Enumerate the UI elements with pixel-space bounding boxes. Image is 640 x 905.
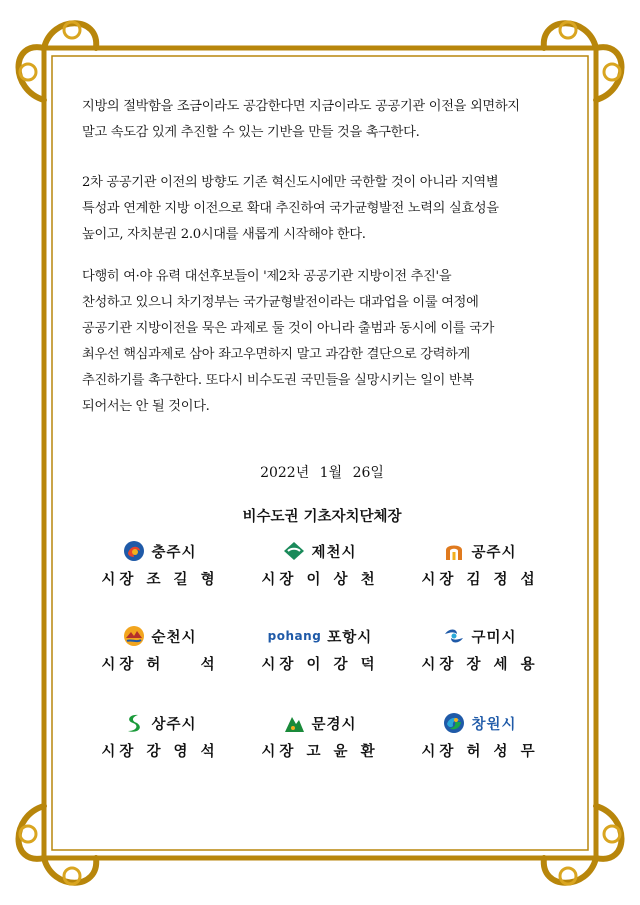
changwon-logo-icon [443, 712, 465, 734]
mayor-block-sangju [90, 710, 230, 761]
paragraph-line: 말고 속도감 있게 추진할 수 있는 기반을 만들 것을 촉구한다. [82, 125, 420, 140]
mayor-block-jecheon [250, 538, 390, 589]
city-name: 문경시 [311, 716, 357, 733]
mayor-name: 시장 강 영 석 [101, 744, 219, 760]
city-name: 공주시 [471, 544, 517, 561]
signatory-organization: 비수도권 기초자치단체장 [242, 509, 402, 525]
mayor-block-gongju [410, 538, 550, 589]
city-name: 충주시 [151, 544, 197, 561]
paragraph-line: 특성과 연계한 지방 이전으로 확대 추진하여 국가균형발전 노력의 실효성을 [82, 201, 499, 216]
statement-date: 2022년 1월 26일 [260, 465, 384, 481]
mayor-block-chungju [90, 538, 230, 589]
mayor-name: 시장 이 강 덕 [261, 657, 379, 673]
mayor-name: 시장 허 석 [101, 657, 219, 673]
chungju-logo-icon [123, 540, 145, 562]
jecheon-logo-icon [283, 540, 305, 562]
paragraph-line: 공공기관 지방이전을 묵은 과제로 둘 것이 아니라 출범과 동시에 이를 국가 [82, 321, 495, 336]
paragraph-3 [82, 264, 562, 420]
paragraph-line: 되어서는 안 될 것이다. [82, 399, 210, 414]
mayor-block-pohang [250, 623, 390, 674]
mayor-block-suncheon [90, 623, 230, 674]
paragraph-line: 지방의 절박함을 조금이라도 공감한다면 지금이라도 공공기관 이전을 외면하지 [82, 99, 520, 114]
paragraph-line: 다행히 여·야 유력 대선후보들이 '제2차 공공기관 지방이전 추진'을 [82, 269, 452, 284]
city-name: 제천시 [311, 544, 357, 561]
sangju-logo-icon [123, 712, 145, 734]
paragraph-1 [82, 94, 562, 146]
suncheon-logo-icon [123, 625, 145, 647]
city-name: 포항시 [327, 629, 373, 646]
mayor-name: 시장 이 상 천 [261, 572, 379, 588]
mayor-block-changwon [410, 710, 550, 761]
mayor-name: 시장 장 세 용 [421, 657, 539, 673]
paragraph-line: 추진하기를 촉구한다. 또다시 비수도권 국민들을 실망시키는 일이 반복 [82, 373, 474, 388]
paragraph-line: 찬성하고 있으니 차기정부는 국가균형발전이라는 대과업을 이룰 여정에 [82, 295, 479, 310]
paragraph-line: 최우선 핵심과제로 삼아 좌고우면하지 말고 과감한 결단으로 강력하게 [82, 347, 470, 362]
mayor-name: 시장 허 성 무 [421, 744, 539, 760]
paragraph-line: 2차 공공기관 이전의 방향도 기존 혁신도시에만 국한할 것이 아니라 지역별 [82, 175, 499, 190]
mayor-block-gumi [410, 623, 550, 674]
city-name: 순천시 [151, 629, 197, 646]
paragraph-2 [82, 170, 562, 248]
mayor-block-mungyeong [250, 710, 390, 761]
city-name: 구미시 [471, 629, 517, 646]
city-name: 창원시 [471, 716, 517, 733]
mayor-name: 시장 조 길 형 [101, 572, 219, 588]
mayor-name: 시장 김 정 섭 [421, 572, 539, 588]
paragraph-line: 높이고, 자치분권 2.0시대를 새롭게 시작해야 한다. [82, 227, 366, 242]
pohang-logo-icon: pohang [267, 629, 322, 643]
mungyeong-logo-icon [283, 712, 305, 734]
city-name: 상주시 [151, 716, 197, 733]
mayor-name: 시장 고 윤 환 [261, 744, 379, 760]
gumi-logo-icon [443, 625, 465, 647]
gongju-logo-icon [443, 540, 465, 562]
